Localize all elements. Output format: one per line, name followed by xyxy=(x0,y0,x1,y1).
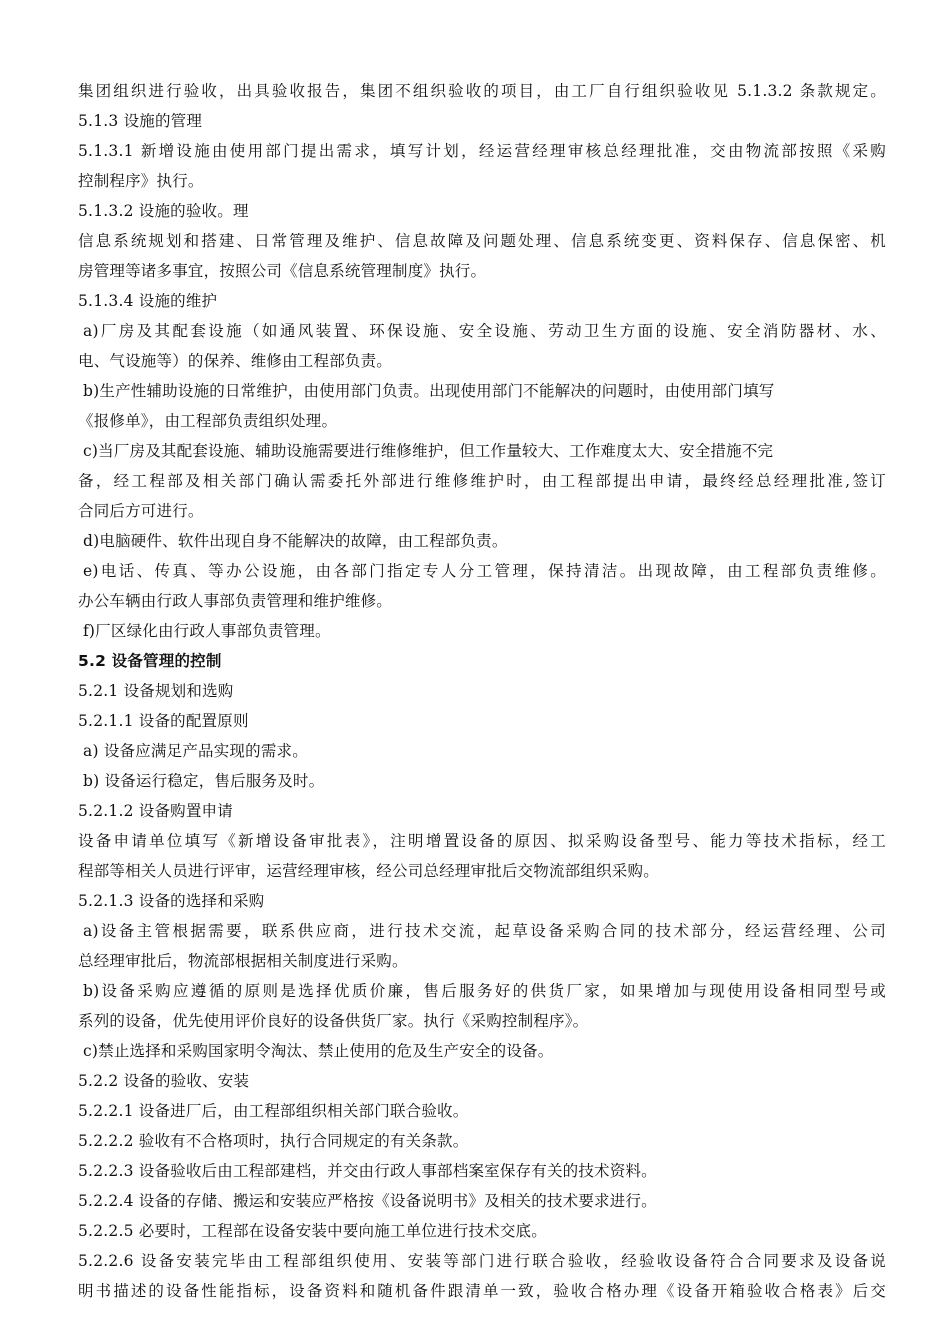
document-body xyxy=(78,76,886,1306)
section-heading-5-1-3-2: 5.1.3.2 设施的验收。理 xyxy=(78,202,249,220)
clause-5-2-2-1: 5.2.2.1 设备进厂后，由工程部组织相关部门联合验收。 xyxy=(78,1102,469,1120)
list-item-f: f)厂区绿化由行政人事部负责管理。 xyxy=(83,622,331,640)
list-item-a: a) 设备应满足产品实现的需求。 xyxy=(83,742,308,760)
section-heading-5-1-3-4: 5.1.3.4 设施的维护 xyxy=(78,292,218,310)
section-heading-5-2: 5.2 设备管理的控制 xyxy=(78,652,222,670)
paragraph-line: 程部等相关人员进行评审，运营经理审核，经公司总经理审批后交物流部组织采购。 xyxy=(78,862,659,880)
clause-5-2-2-2: 5.2.2.2 验收有不合格项时，执行合同规定的有关条款。 xyxy=(78,1132,469,1150)
list-item-c: c)当厂房及其配套设施、辅助设施需要进行维修维护，但工作量较大、工作难度太大、安全措施不完 xyxy=(83,442,774,460)
list-item-c: c)禁止选择和采购国家明令淘汰、禁止使用的危及生产安全的设备。 xyxy=(83,1042,554,1060)
list-item-b: b)设备采购应遵循的原则是选择优质价廉，售后服务好的供货厂家，如果增加与现使用设备相同型号或 xyxy=(83,982,886,1000)
clause-5-2-2-6: 5.2.2.6 设备安装完毕由工程部组织使用、安装等部门进行联合验收，经验收设备符合合同要求及设备说 xyxy=(78,1252,886,1270)
paragraph-line: 合同后方可进行。 xyxy=(78,502,204,520)
paragraph-line: 系列的设备，优先使用评价良好的设备供货厂家。执行《采购控制程序》。 xyxy=(78,1012,589,1030)
clause-5-2-2-5: 5.2.2.5 必要时，工程部在设备安装中要向施工单位进行技术交底。 xyxy=(78,1222,547,1240)
list-item-e: e)电话、传真、等办公设施，由各部门指定专人分工管理，保持清洁。出现故障，由工程部负责维修。 xyxy=(83,562,886,580)
paragraph-line: 办公车辆由行政人事部负责管理和维护维修。 xyxy=(78,592,393,610)
clause-5-2-2-4: 5.2.2.4 设备的存储、搬运和安装应严格按《设备说明书》及相关的技术要求进行。 xyxy=(78,1192,657,1210)
section-heading-5-2-1-2: 5.2.1.2 设备购置申请 xyxy=(78,802,233,820)
paragraph-line: 信息系统规划和搭建、日常管理及维护、信息故障及问题处理、信息系统变更、资料保存、信息保密、机 xyxy=(78,232,886,250)
section-heading-5-1-3: 5.1.3 设施的管理 xyxy=(78,112,203,130)
section-heading-5-2-1-3: 5.2.1.3 设备的选择和采购 xyxy=(78,892,265,910)
section-heading-5-2-2: 5.2.2 设备的验收、安装 xyxy=(78,1072,250,1090)
list-item-b: b) 设备运行稳定，售后服务及时。 xyxy=(83,772,325,790)
paragraph-line: 控制程序》执行。 xyxy=(78,172,204,190)
clause-5-2-2-3: 5.2.2.3 设备验收后由工程部建档，并交由行政人事部档案室保存有关的技术资料。 xyxy=(78,1162,657,1180)
paragraph-line: 明书描述的设备性能指标，设备资料和随机备件跟清单一致，验收合格办理《设备开箱验收合格表》后交 xyxy=(78,1282,886,1300)
list-item-b: b)生产性辅助设施的日常维护，由使用部门负责。出现使用部门不能解决的问题时，由使用部门填写 xyxy=(83,382,775,400)
paragraph-line: 集团组织进行验收，出具验收报告，集团不组织验收的项目，由工厂自行组织验收见 5.1.3.2 条款规定。 xyxy=(78,82,886,100)
paragraph-line: 5.1.3.1 新增设施由使用部门提出需求，填写计划，经运营经理审核总经理批准，交由物流部按照《采购 xyxy=(78,142,886,160)
paragraph-line: 备，经工程部及相关部门确认需委托外部进行维修维护时，由工程部提出申请，最终经总经理批准,签订 xyxy=(78,472,886,490)
paragraph-line: 总经理审批后，物流部根据相关制度进行采购。 xyxy=(78,952,408,970)
list-item-a: a)厂房及其配套设施（如通风装置、环保设施、安全设施、劳动卫生方面的设施、安全消防器材、水、 xyxy=(83,322,886,340)
list-item-d: d)电脑硬件、软件出现自身不能解决的故障，由工程部负责。 xyxy=(83,532,508,550)
list-item-a: a)设备主管根据需要，联系供应商，进行技术交流，起草设备采购合同的技术部分，经运营经理、公司 xyxy=(83,922,886,940)
paragraph-line: 电、气设施等）的保养、维修由工程部负责。 xyxy=(78,352,393,370)
section-heading-5-2-1: 5.2.1 设备规划和选购 xyxy=(78,682,234,700)
paragraph-line: 房管理等诸多事宜，按照公司《信息系统管理制度》执行。 xyxy=(78,262,487,280)
paragraph-line: 《报修单》，由工程部负责组织处理。 xyxy=(78,412,338,430)
paragraph-line: 设备申请单位填写《新增设备审批表》，注明增置设备的原因、拟采购设备型号、能力等技术指标，经工 xyxy=(78,832,886,850)
section-heading-5-2-1-1: 5.2.1.1 设备的配置原则 xyxy=(78,712,249,730)
